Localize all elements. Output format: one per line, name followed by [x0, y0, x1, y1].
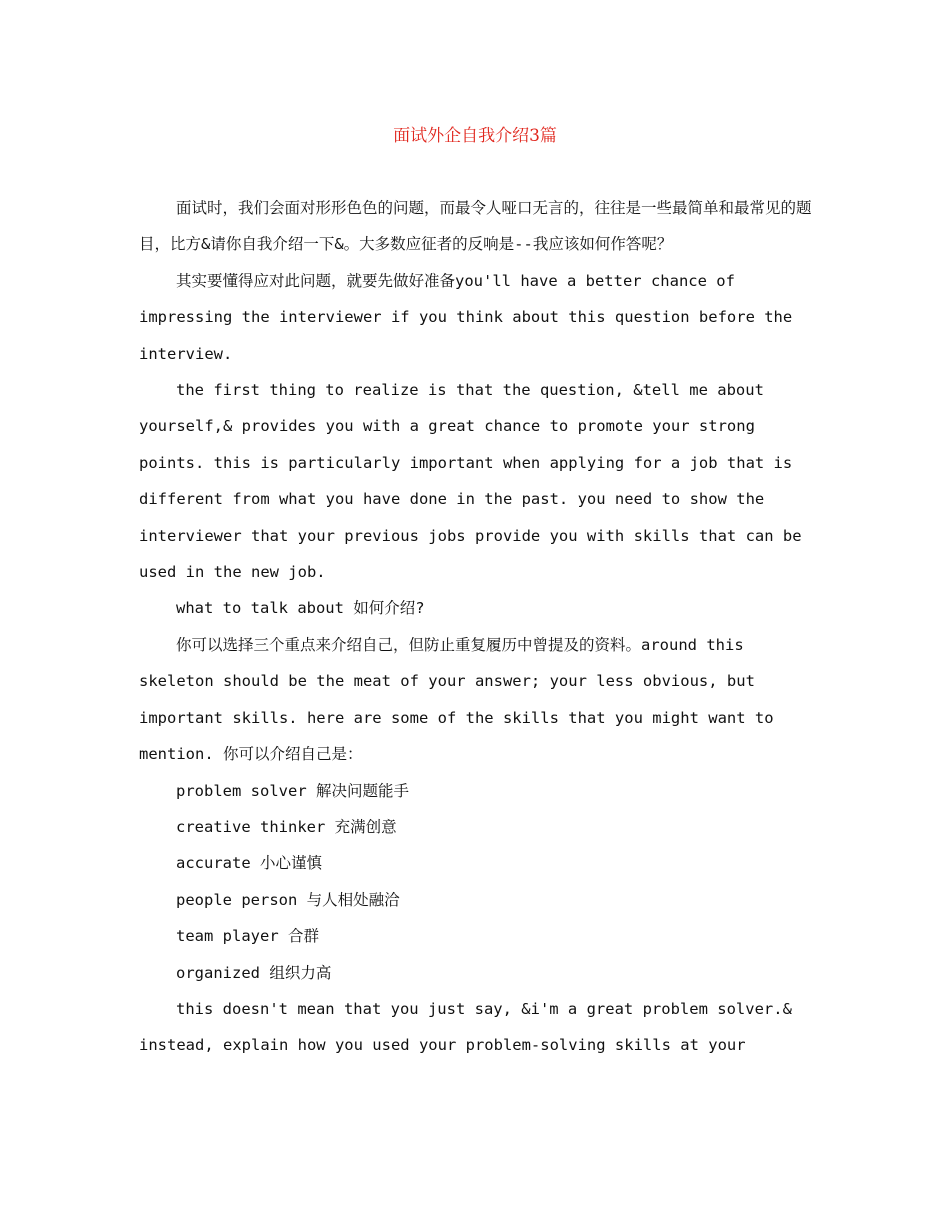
paragraph-three-points: 你可以选择三个重点来介绍自己，但防止重复履历中曾提及的资料。around this skeleton should be the meat of your answer; your less obvious, but important skills. here are some of the skills that you might want to mention. 你可以介绍自己是：	[139, 635, 783, 764]
list-item-organized: organized 组织力高	[176, 963, 332, 982]
list-item-creative-thinker: creative thinker 充满创意	[176, 817, 397, 836]
paragraph-first-thing: the first thing to realize is that the question, &tell me about yourself,& provides you with a great chance to promote your strong points. this is particularly important when applying for a job that is different from what you have done in the past. you need to show the interviewer that your previous jobs provide you with skills that can be used in the new job.	[139, 381, 811, 582]
list-item-people-person: people person 与人相处融洽	[176, 890, 400, 909]
paragraph-preparation: 其实要懂得应对此问题，就要先做好准备you'll have a better chance of impressing the interviewer if you think about this question before the interview.	[139, 271, 802, 363]
document-title: 面试外企自我介绍3篇	[393, 126, 557, 146]
list-item-problem-solver: problem solver 解决问题能手	[176, 781, 409, 800]
document-body	[139, 190, 819, 1064]
list-item-team-player: team player 合群	[176, 927, 319, 946]
paragraph-explanation: this doesn't mean that you just say, &i'm a great problem solver.& instead, explain how you used your problem-solving skills at your	[139, 999, 802, 1055]
paragraph-what-to-talk-about: what to talk about 如何介绍?	[176, 599, 425, 618]
list-item-accurate: accurate 小心谨慎	[176, 854, 322, 873]
paragraph-intro: 面试时，我们会面对形形色色的问题，而最令人哑口无言的，往往是一些最简单和最常见的题目，比方&请你自我介绍一下&。大多数应征者的反响是--我应该如何作答呢？	[139, 199, 812, 254]
